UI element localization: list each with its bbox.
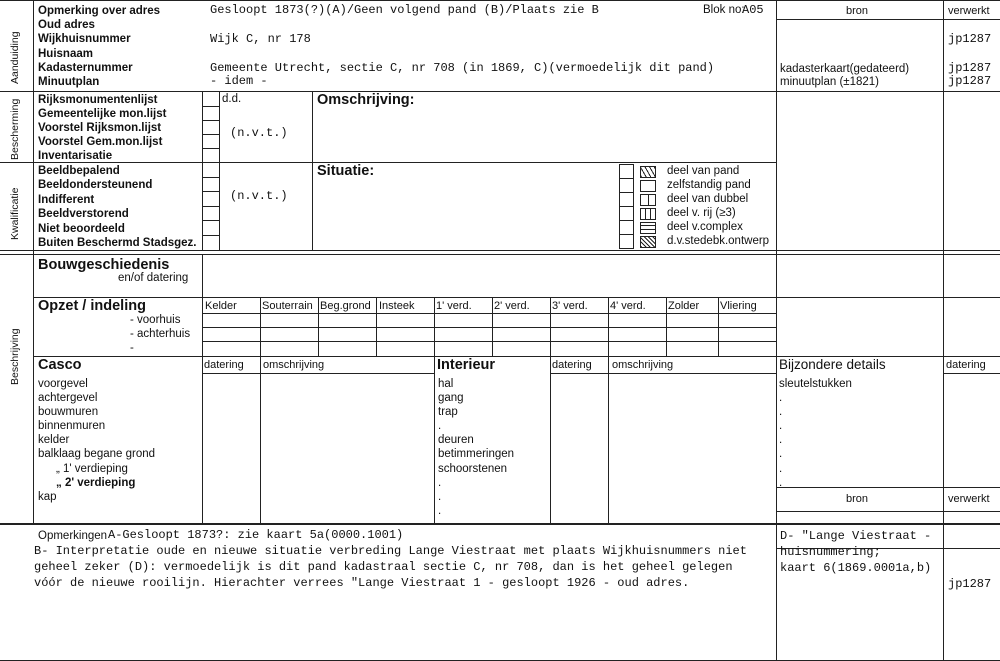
building-complex-icon <box>640 222 656 234</box>
opzet-col-kelder: Kelder <box>205 300 237 312</box>
label-voorstel-gem-mon-lijst: Voorstel Gem.mon.lijst <box>38 136 163 149</box>
bron-minuutplan: minuutplan (±1821) <box>780 76 880 88</box>
dd-label: d.d. <box>222 93 242 105</box>
opzet-col-3-verd: 3' verd. <box>552 300 588 312</box>
bijzondere-details-label: Bijzondere details <box>779 357 886 372</box>
value-minuutplan: - idem - <box>210 74 268 88</box>
label-voorstel-rijksmon-lijst: Voorstel Rijksmon.lijst <box>38 122 162 135</box>
value-opmerking-adres: Gesloopt 1873(?)(A)/Geen volgend pand (B)/Plaats zie B <box>210 3 599 17</box>
label-beeldverstorend: Beeldverstorend <box>38 208 129 221</box>
opmerkingen-bron-1: D- "Lange Viestraat - <box>780 529 932 543</box>
opzet-row-empty: - <box>130 342 134 354</box>
building-standalone-icon <box>640 180 656 192</box>
urban-design-icon <box>640 236 656 248</box>
casco-1-verdieping: „ 1' verdieping <box>56 462 128 475</box>
casco-label: Casco <box>38 357 82 373</box>
bijzondere-empty-7: . <box>779 476 783 489</box>
section-label-kwalificatie: Kwalificatie <box>9 187 21 240</box>
label-buiten-beschermd: Buiten Beschermd Stadsgez. <box>38 237 197 250</box>
blok-value: A05 <box>742 3 764 17</box>
label-gemeentelijke-mon-lijst: Gemeentelijke mon.lijst <box>38 108 167 121</box>
label-oud-adres: Oud adres <box>38 19 95 32</box>
interieur-deuren: deuren <box>438 434 474 447</box>
label-inventarisatie: Inventarisatie <box>38 150 113 163</box>
casco-balklaag: balklaag begane grond <box>38 448 156 461</box>
situatie-stedebk-ontwerp: d.v.stedebk.ontwerp <box>667 235 770 248</box>
building-part-icon <box>640 166 656 178</box>
verwerkt-kadaster: jp1287 <box>948 61 992 75</box>
verwerkt-header-top: verwerkt <box>948 5 990 17</box>
interieur-omschrijving-header: omschrijving <box>612 359 674 371</box>
opmerkingen-verwerkt: jp1287 <box>948 577 992 591</box>
interieur-betimmeringen: betimmeringen <box>438 448 515 461</box>
bescherming-labels <box>38 93 166 163</box>
bijzondere-empty-4: . <box>779 434 783 447</box>
interieur-gang: gang <box>438 392 464 405</box>
bijzondere-items <box>779 377 852 490</box>
bescherming-nvt: (n.v.t.) <box>230 126 288 140</box>
label-rijksmonumentenlijst: Rijksmonumentenlijst <box>38 94 158 106</box>
interieur-items <box>438 377 514 518</box>
situatie-checkbox-1[interactable] <box>619 164 634 179</box>
opzet-col-2-verd: 2' verd. <box>494 300 530 312</box>
aanduiding-labels <box>38 4 160 89</box>
omschrijving-label: Omschrijving: <box>317 92 415 108</box>
bouwgeschiedenis-label: Bouwgeschiedenis <box>38 257 170 273</box>
verwerkt-wijk: jp1287 <box>948 32 992 46</box>
label-beeldbepalend: Beeldbepalend <box>38 165 120 177</box>
interieur-datering-header: datering <box>552 359 592 371</box>
bijzondere-empty-5: . <box>779 448 783 461</box>
value-kadasternummer: Gemeente Utrecht, sectie C, nr 708 (in 1869, C)(vermoedelijk dit pand) <box>210 61 715 75</box>
opmerkingen-bron-3: kaart 6(1869.0001a,b) <box>780 561 932 575</box>
situatie-checkbox-5[interactable] <box>619 220 634 235</box>
casco-voorgevel: voorgevel <box>38 378 88 390</box>
bijzondere-empty-3: . <box>779 420 783 433</box>
opzet-col-vliering: Vliering <box>720 300 757 312</box>
interieur-empty-1: . <box>438 420 442 433</box>
casco-items <box>38 377 155 504</box>
opmerkingen-label: Opmerkingen <box>38 530 108 542</box>
interieur-trap: trap <box>438 406 458 419</box>
bron-header-bottom: bron <box>846 493 869 505</box>
bijzondere-datering-header: datering <box>946 359 986 371</box>
verwerkt-minuutplan: jp1287 <box>948 74 992 88</box>
blok-label: Blok no: <box>703 4 745 16</box>
casco-kelder: kelder <box>38 434 70 447</box>
casco-kap: kap <box>38 490 57 503</box>
opmerkingen-line-4: vóór de nieuwe rooilijn. Hierachter verrees "Lange Viestraat 1 - gesloopt 1926 - oud adres. <box>34 576 690 590</box>
casco-omschrijving-header: omschrijving <box>263 359 325 371</box>
section-label-beschrijving: Beschrijving <box>9 328 21 385</box>
label-wijkhuisnummer: Wijkhuisnummer <box>38 33 131 46</box>
label-beeldondersteunend: Beeldondersteunend <box>38 179 153 192</box>
opmerkingen-line-3: geheel zeker (D): vermoedelijk is dit pand kadastraal sectie C, nr 708, dan is het geheel gelegen <box>34 560 733 574</box>
bijzondere-empty-1: . <box>779 392 783 405</box>
bijzondere-empty-6: . <box>779 462 783 475</box>
label-indifferent: Indifferent <box>38 193 95 206</box>
casco-binnenmuren: binnenmuren <box>38 420 106 433</box>
label-minuutplan: Minuutplan <box>38 76 100 89</box>
bron-header-top: bron <box>846 5 869 17</box>
situatie-zelfstandig-pand: zelfstandig pand <box>667 179 751 192</box>
casco-2-verdieping: „ 2' verdieping <box>56 476 136 489</box>
interieur-empty-2: . <box>438 476 442 489</box>
opzet-row-voorhuis: - voorhuis <box>130 314 181 326</box>
section-label-bescherming: Bescherming <box>9 98 21 160</box>
opzet-row-achterhuis: - achterhuis <box>130 328 191 340</box>
opzet-col-souterrain: Souterrain <box>262 300 313 312</box>
situatie-checkbox-3[interactable] <box>619 192 634 207</box>
label-kadasternummer: Kadasternummer <box>38 61 133 74</box>
section-label-aanduiding: Aanduiding <box>9 31 21 84</box>
kwalificatie-nvt: (n.v.t.) <box>230 189 288 203</box>
building-double-icon <box>640 194 656 206</box>
situatie-label: Situatie: <box>317 163 375 179</box>
opzet-col-insteek: Insteek <box>379 300 415 312</box>
label-huisnaam: Huisnaam <box>38 47 93 60</box>
situatie-deel-van-pand: deel van pand <box>667 165 740 177</box>
interieur-label: Interieur <box>437 357 496 373</box>
opzet-col-1-verd: 1' verd. <box>436 300 472 312</box>
situatie-checkbox-2[interactable] <box>619 178 634 193</box>
casco-bouwmuren: bouwmuren <box>38 406 99 419</box>
bijzondere-sleutelstukken: sleutelstukken <box>779 378 852 390</box>
label-opmerking-adres: Opmerking over adres <box>38 5 161 17</box>
situatie-checkbox-4[interactable] <box>619 206 634 221</box>
verwerkt-header-bottom: verwerkt <box>948 493 990 505</box>
situatie-deel-v-rij: deel v. rij (≥3) <box>667 207 736 220</box>
label-niet-beoordeeld: Niet beoordeeld <box>38 222 125 235</box>
value-wijkhuisnummer: Wijk C, nr 178 <box>210 32 311 46</box>
bijzondere-empty-2: . <box>779 406 783 419</box>
opzet-col-4-verd: 4' verd. <box>610 300 646 312</box>
opmerkingen-line-1: A-Gesloopt 1873?: zie kaart 5a(0000.1001) <box>108 528 404 542</box>
opzet-col-zolder: Zolder <box>668 300 700 312</box>
datering-sub-label: en/of datering <box>118 272 189 284</box>
kwalificatie-labels <box>38 164 196 250</box>
interieur-empty-3: . <box>438 490 442 503</box>
situatie-checkbox-6[interactable] <box>619 234 634 249</box>
casco-achtergevel: achtergevel <box>38 392 98 405</box>
opzet-col-beg-grond: Beg.grond <box>320 300 371 312</box>
situatie-options <box>667 164 769 249</box>
casco-datering-header: datering <box>204 359 244 371</box>
situatie-deel-van-dubbel: deel van dubbel <box>667 193 749 206</box>
building-row-icon <box>640 208 656 220</box>
interieur-schoorstenen: schoorstenen <box>438 462 508 475</box>
situatie-deel-v-complex: deel v.complex <box>667 221 743 234</box>
opmerkingen-bron-2: huisnummering; <box>780 545 881 559</box>
opmerkingen-line-2: B- Interpretatie oude en nieuwe situatie verbreding Lange Viestraat met plaats Wijkhuisnummers niet <box>34 544 747 558</box>
opzet-label: Opzet / indeling <box>38 298 146 314</box>
bron-kadaster: kadasterkaart(gedateerd) <box>780 63 910 75</box>
interieur-hal: hal <box>438 378 454 390</box>
interieur-empty-4: . <box>438 504 442 517</box>
